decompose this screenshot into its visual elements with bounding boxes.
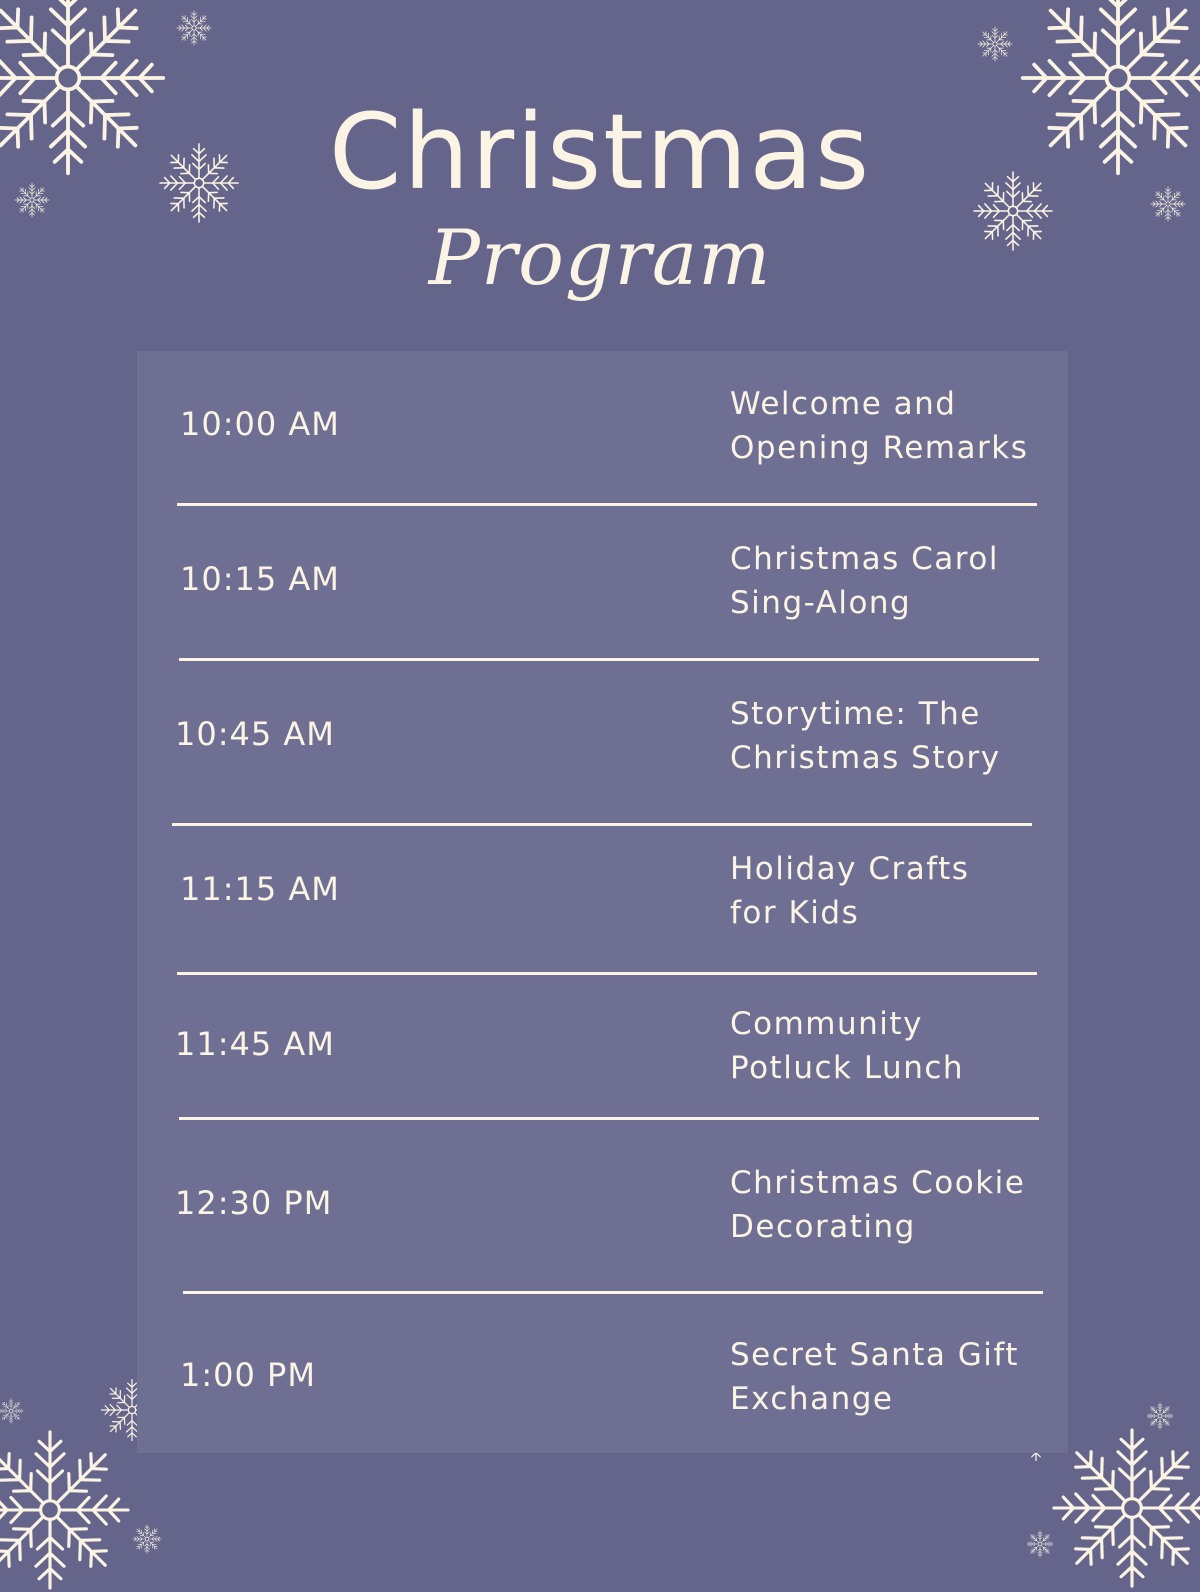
schedule-time: 10:15 AM <box>180 560 340 598</box>
event-line: Decorating <box>730 1209 916 1245</box>
snowflake-icon <box>176 10 212 46</box>
row-divider <box>183 1291 1043 1294</box>
snowflake-icon <box>132 1524 162 1554</box>
event-line: Secret Santa Gift <box>730 1337 1019 1373</box>
snowflake-icon <box>0 1428 132 1592</box>
event-line: Exchange <box>730 1381 894 1417</box>
schedule-time: 11:45 AM <box>175 1025 335 1063</box>
schedule-time: 11:15 AM <box>180 870 340 908</box>
row-divider <box>179 1117 1039 1120</box>
schedule-time: 10:45 AM <box>175 715 335 753</box>
event-line: Opening Remarks <box>730 430 1029 466</box>
snowflake-icon <box>1050 1426 1200 1590</box>
snowflake-icon <box>977 26 1013 62</box>
row-divider <box>179 658 1039 661</box>
event-line: Potluck Lunch <box>730 1050 965 1086</box>
page-title: Christmas <box>328 91 872 213</box>
event-line: Welcome and <box>730 386 957 422</box>
event-line: Holiday Crafts <box>730 851 970 887</box>
schedule-event <box>730 1161 1050 1249</box>
schedule-time: 10:00 AM <box>180 405 340 443</box>
row-divider <box>177 503 1037 506</box>
event-line: Christmas Story <box>730 740 1001 776</box>
schedule-event <box>730 537 1050 625</box>
snowflake-icon <box>1026 1530 1054 1558</box>
schedule-event <box>730 847 1050 935</box>
row-divider <box>177 972 1037 975</box>
event-line: Christmas Cookie <box>730 1165 1026 1201</box>
event-line: Christmas Carol <box>730 541 999 577</box>
schedule-time: 12:30 PM <box>175 1184 333 1222</box>
event-line: Storytime: The <box>730 696 981 732</box>
page-subtitle: Program <box>428 213 772 302</box>
schedule-time: 1:00 PM <box>180 1356 316 1394</box>
program-panel <box>137 351 1068 1453</box>
event-line: Community <box>730 1006 923 1042</box>
schedule-event <box>730 692 1050 780</box>
snowflake-icon <box>0 1398 24 1424</box>
event-line: Sing-Along <box>730 585 912 621</box>
schedule-event <box>730 1333 1050 1421</box>
event-line: for Kids <box>730 895 860 931</box>
schedule-event <box>730 1002 1050 1090</box>
row-divider <box>172 823 1032 826</box>
schedule-event <box>730 382 1050 470</box>
